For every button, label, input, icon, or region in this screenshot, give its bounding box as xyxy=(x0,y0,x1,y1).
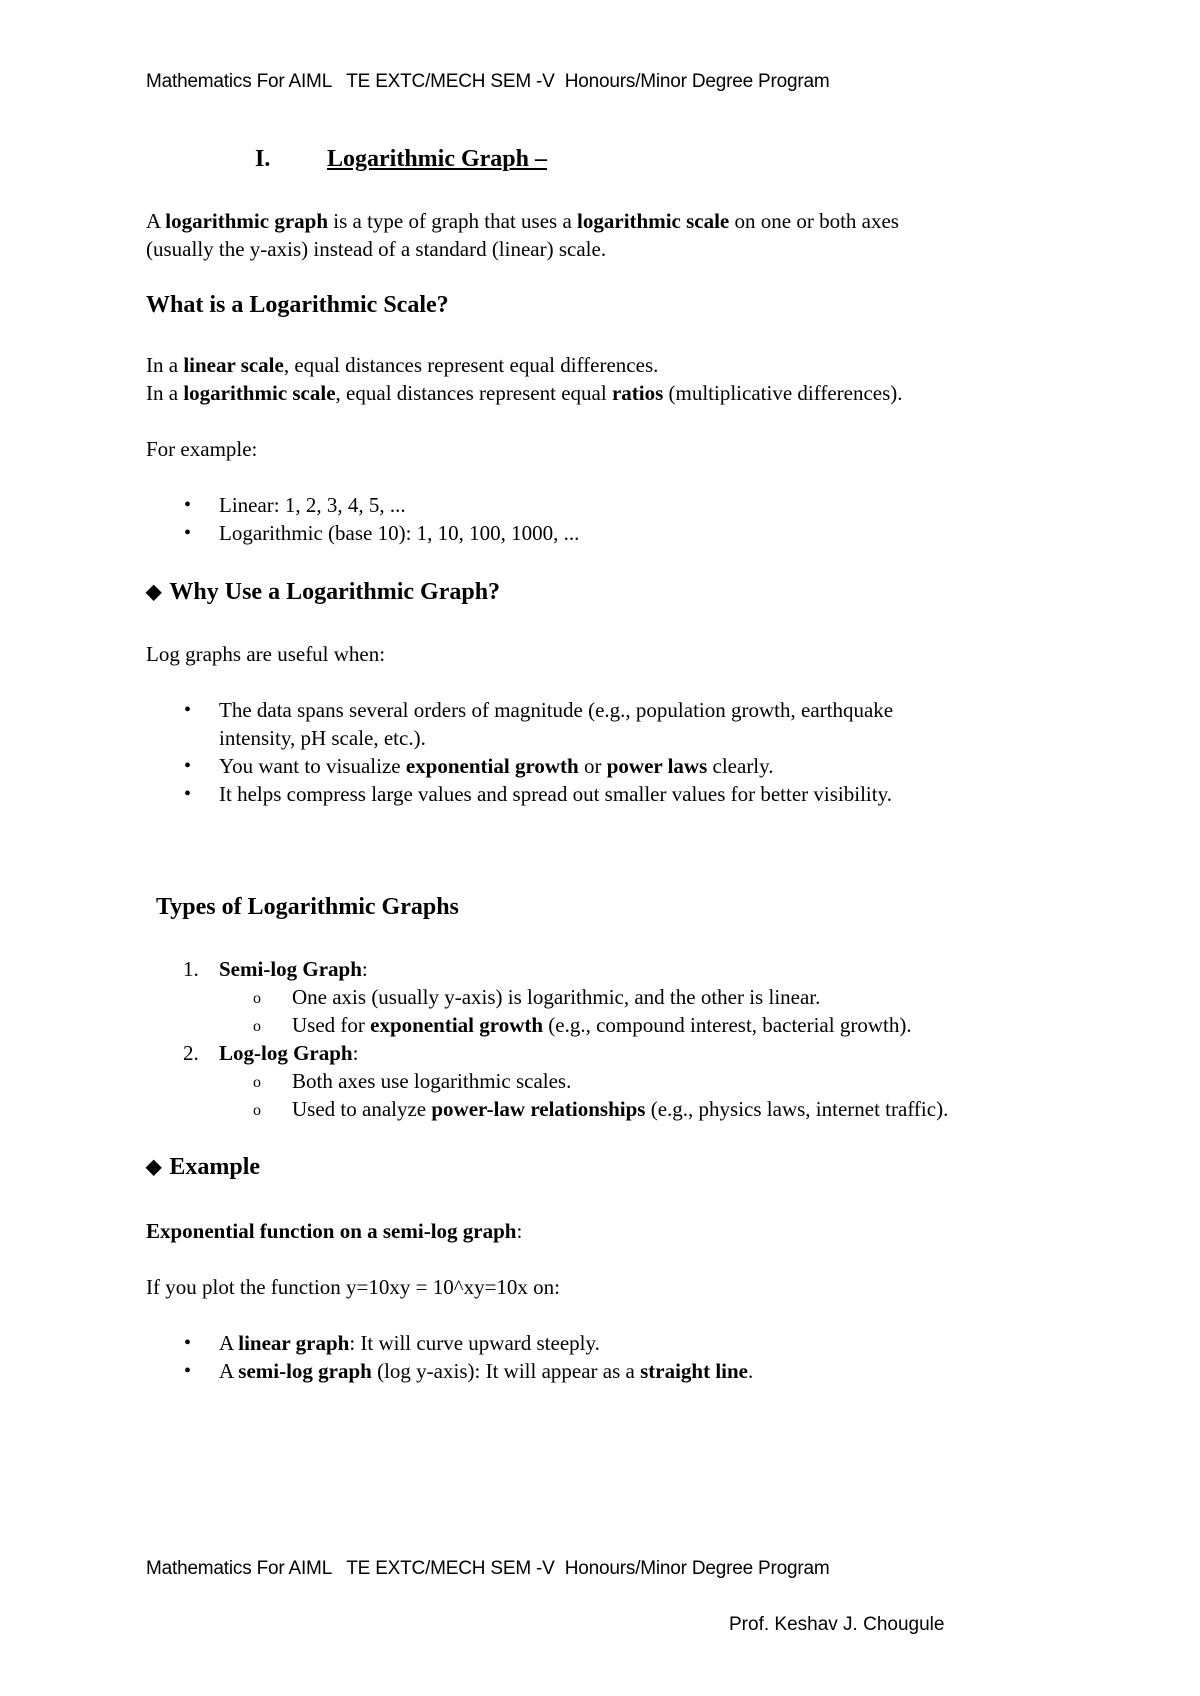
example-list xyxy=(219,1329,753,1385)
text-run: In a xyxy=(146,381,184,405)
list-item: • Linear: 1, 2, 3, 4, 5, ... xyxy=(219,491,579,519)
page-header: Mathematics For AIML TE EXTC/MECH SEM -V Honours/Minor Degree Program xyxy=(146,71,830,92)
heading-text: Example xyxy=(169,1154,261,1180)
text-run: A xyxy=(219,1359,239,1383)
for-example-label: For example: xyxy=(146,437,258,461)
bold-term: logarithmic graph xyxy=(165,209,329,233)
scale-heading: What is a Logarithmic Scale? xyxy=(146,292,449,318)
text-run: A xyxy=(219,1331,239,1355)
bold-term: Exponential function on a semi-log graph xyxy=(146,1219,517,1243)
list-item xyxy=(183,955,948,1039)
why-lead: Log graphs are useful when: xyxy=(146,642,386,666)
example-subheading xyxy=(146,1217,522,1245)
text-run: (multiplicative differences). xyxy=(663,381,903,405)
log-definition xyxy=(146,379,903,407)
text-run: intensity, pH scale, etc.). xyxy=(219,726,426,750)
bold-term: linear scale xyxy=(183,353,284,377)
text-run: on one or both axes xyxy=(729,209,899,233)
text-run: A xyxy=(146,209,166,233)
bold-term: Log-log Graph xyxy=(219,1041,353,1065)
bold-term: straight line xyxy=(640,1359,749,1383)
text-run: is a type of graph that uses a xyxy=(328,209,578,233)
sub-bullet-icon: o xyxy=(253,1074,261,1091)
sub-bullet-icon: o xyxy=(253,1102,261,1119)
bold-term: Semi-log Graph xyxy=(219,957,362,981)
text-run: : xyxy=(361,957,368,981)
sub-list-item xyxy=(219,1067,948,1095)
section-number: I. xyxy=(255,146,271,172)
bold-term: logarithmic scale xyxy=(577,209,730,233)
list-item xyxy=(219,696,893,752)
list-item xyxy=(219,1357,753,1385)
list-item: • It helps compress large values and spread out smaller values for better visibility. xyxy=(219,780,893,808)
list-item xyxy=(219,752,893,780)
bold-term: power-law relationships xyxy=(431,1097,646,1121)
sub-list-item xyxy=(219,1095,948,1123)
bold-term: exponential growth xyxy=(405,754,579,778)
text-run: : xyxy=(516,1219,523,1243)
text-run: , equal distances represent equal xyxy=(335,381,612,405)
sub-list-item xyxy=(219,983,948,1011)
section-heading: Logarithmic Graph – xyxy=(327,146,547,172)
diamond-icon: ◆ xyxy=(146,1156,162,1178)
bold-term: linear graph xyxy=(238,1331,350,1355)
list-number: 1. xyxy=(183,957,199,981)
types-list xyxy=(183,955,949,1123)
text-run: : xyxy=(352,1041,359,1065)
sub-list-item xyxy=(219,1011,948,1039)
sub-list xyxy=(219,1067,948,1123)
text-run: • The data spans several orders of magnitude (e.g., population growth, earthquake xyxy=(219,698,894,722)
plot-line: If you plot the function y=10xy = 10^xy=10x on: xyxy=(146,1275,561,1299)
text-run: One axis (usually y-axis) is logarithmic, and the other is linear. xyxy=(292,985,821,1009)
bold-term: semi-log graph xyxy=(238,1359,372,1383)
linear-definition xyxy=(146,351,903,379)
text-run: Used for xyxy=(292,1013,371,1037)
scale-definitions xyxy=(146,351,903,407)
text-run: (e.g., compound interest, bacterial growth). xyxy=(543,1013,912,1037)
text-run: You want to visualize xyxy=(219,754,406,778)
text-run: . xyxy=(748,1359,754,1383)
intro-line-2: (usually the y-axis) instead of a standard (linear) scale. xyxy=(146,237,607,261)
text-run: clearly. xyxy=(707,754,774,778)
why-list xyxy=(219,696,893,808)
intro-line-1 xyxy=(146,207,899,235)
bold-term: logarithmic scale xyxy=(183,381,336,405)
sub-list xyxy=(219,983,948,1039)
types-heading: Types of Logarithmic Graphs xyxy=(156,894,459,920)
heading-text: Why Use a Logarithmic Graph? xyxy=(169,579,501,605)
text-run: In a xyxy=(146,353,184,377)
sub-bullet-icon: o xyxy=(253,1018,261,1035)
page-footer: Mathematics For AIML TE EXTC/MECH SEM -V Honours/Minor Degree Program xyxy=(146,1558,830,1579)
list-item xyxy=(219,1329,753,1357)
text-run: Used to analyze xyxy=(292,1097,432,1121)
intro-paragraph xyxy=(146,207,899,263)
scale-example-list xyxy=(219,491,579,547)
text-run: (e.g., physics laws, internet traffic). xyxy=(645,1097,949,1121)
text-run: (log y-axis): It will appear as a xyxy=(371,1359,641,1383)
text-run: , equal distances represent equal differences. xyxy=(283,353,659,377)
example-heading xyxy=(146,1154,260,1181)
text-run: or xyxy=(578,754,607,778)
author-name: Prof. Keshav J. Chougule xyxy=(729,1614,945,1635)
text-run: Both axes use logarithmic scales. xyxy=(292,1069,572,1093)
list-item: • Logarithmic (base 10): 1, 10, 100, 1000, ... xyxy=(219,519,579,547)
list-item xyxy=(183,1039,949,1123)
sub-bullet-icon: o xyxy=(253,990,261,1007)
bold-term: exponential growth xyxy=(370,1013,544,1037)
bold-term: ratios xyxy=(611,381,664,405)
bold-term: power laws xyxy=(606,754,708,778)
diamond-icon: ◆ xyxy=(146,581,162,603)
why-heading xyxy=(146,579,500,606)
list-number: 2. xyxy=(183,1041,199,1065)
text-run: : It will curve upward steeply. xyxy=(349,1331,600,1355)
